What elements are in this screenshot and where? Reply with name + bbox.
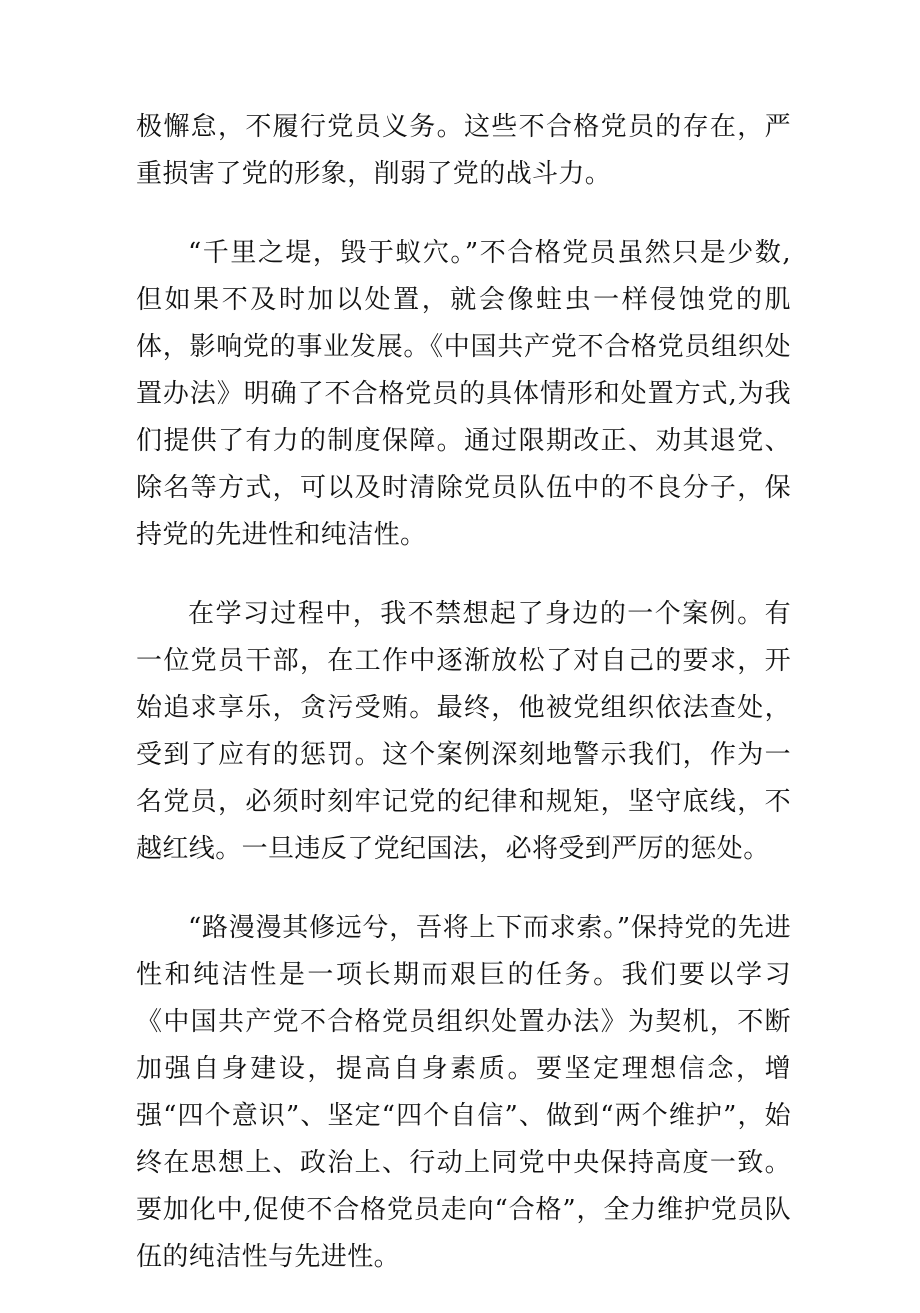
document-body: [136, 104, 791, 1313]
paragraph-proverb-dyke: “千里之堤，毁于蚁穴。”不合格党员虽然只是少数,但如果不及时加以处置，就会像蛀虫一样侵蚀党的肌体，影响党的事业发展。《中国共产党不合格党员组织处置办法》明确了不合格党员的具体情形和处置方式,为我们提供了有力的制度保障。通过限期改正、劝其退党、除名等方式，可以及时清除党员队伍中的不良分子，保持党的先进性和纯洁性。: [136, 238, 791, 550]
paragraph-conclusion: “路漫漫其修远兮，吾将上下而求索。”保持党的先进性和纯洁性是一项长期而艰巨的任务。我们要以学习《中国共产党不合格党员组织处置办法》为契机，不断加强自身建设，提高自身素质。要坚定理想信念，增强“四个意识”、坚定“四个自信”、做到“两个维护”，始终在思想上、政治上、行动上同党中央保持高度一致。要加化中,促使不合格党员走向“合格”，全力维护党员队伍的纯洁性与先进性。: [136, 913, 791, 1272]
paragraph-continuation: 极懈怠，不履行党员义务。这些不合格党员的存在，严重损害了党的形象，削弱了党的战斗力。: [136, 112, 791, 189]
paragraph-case-example: 在学习过程中，我不禁想起了身边的一个案例。有一位党员干部，在工作中逐渐放松了对自己的要求，开始追求享乐，贪污受贿。最终，他被党组织依法查处，受到了应有的惩罚。这个案例深刻地警示我们，作为一名党员，必须时刻牢记党的纪律和规矩，坚守底线，不越红线。一旦违反了党纪国法，必将受到严厉的惩处。: [136, 599, 791, 864]
